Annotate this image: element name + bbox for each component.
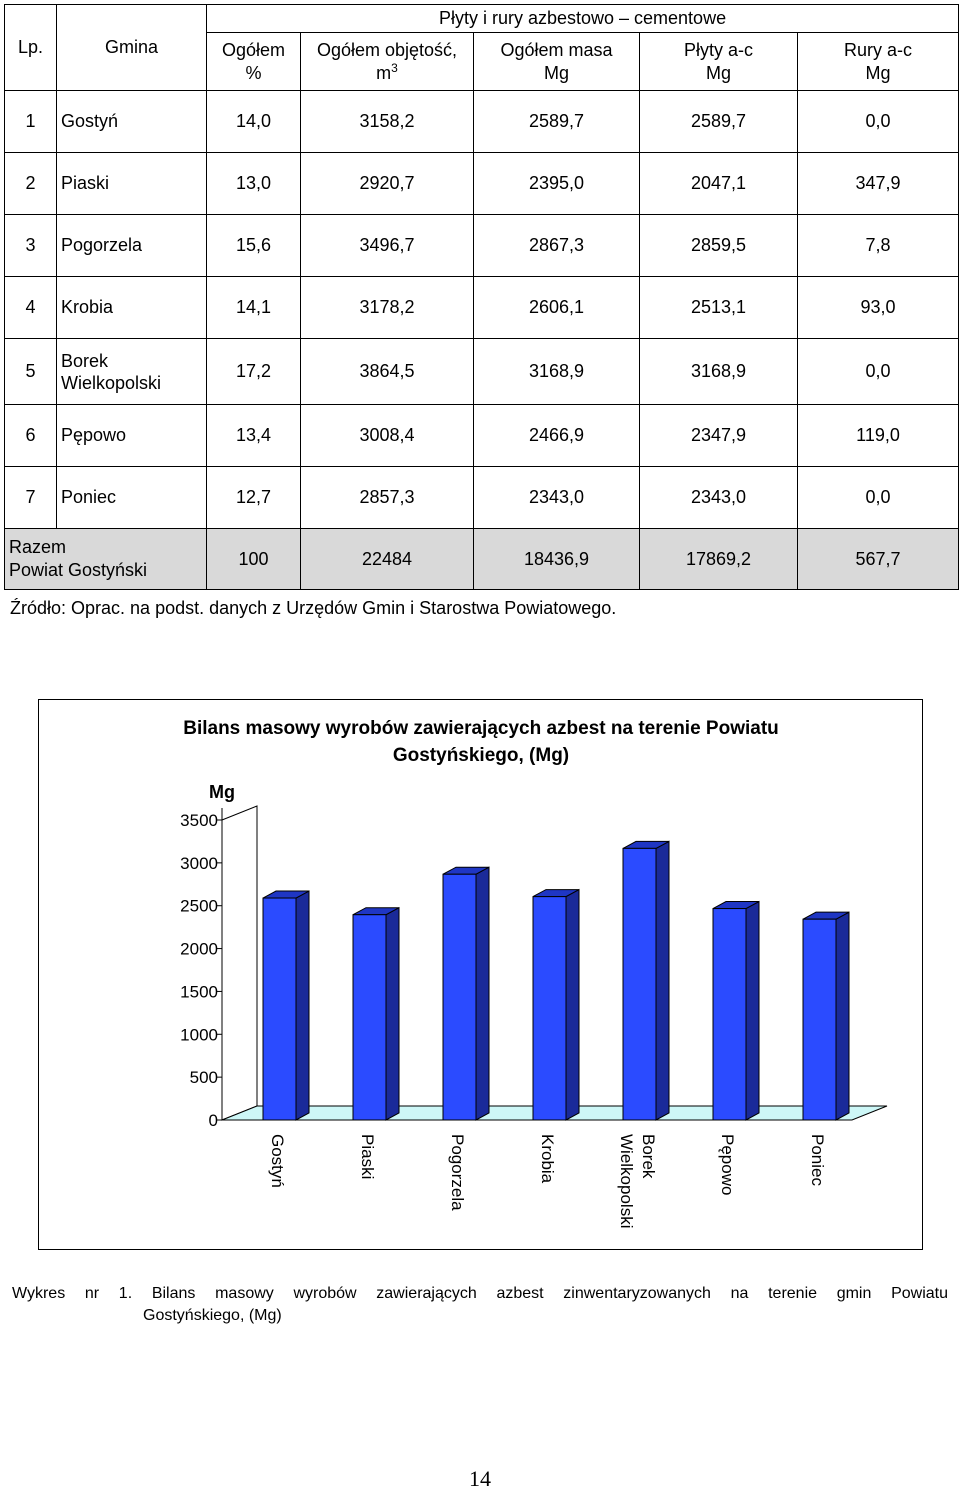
- total-mass: 18436,9: [474, 529, 640, 590]
- cell-lp: 7: [5, 467, 57, 529]
- table-row: [5, 215, 959, 277]
- cell-mass: 2589,7: [474, 91, 640, 153]
- cell-gmina: Pogorzela: [57, 215, 207, 277]
- table-row: [5, 153, 959, 215]
- cell-rury: 0,0: [798, 467, 959, 529]
- bar-side: [566, 890, 579, 1120]
- table-row: [5, 467, 959, 529]
- cell-rury: 0,0: [798, 91, 959, 153]
- cell-pct: 14,0: [207, 91, 301, 153]
- bar-side: [746, 902, 759, 1120]
- cell-pct: 14,1: [207, 277, 301, 339]
- header-objetosc: [301, 33, 474, 91]
- header-objetosc-line1: Ogółem objętość,: [316, 39, 458, 60]
- cell-pct: 17,2: [207, 339, 301, 405]
- cell-gmina: [57, 339, 207, 405]
- total-label: [5, 529, 207, 590]
- cell-mass: 2867,3: [474, 215, 640, 277]
- cell-mass: 2606,1: [474, 277, 640, 339]
- cell-plyty: 2513,1: [640, 277, 798, 339]
- cell-vol: 2857,3: [301, 467, 474, 529]
- cell-gmina: Poniec: [57, 467, 207, 529]
- y-tick-label: 0: [208, 1111, 218, 1130]
- plot-area: [180, 806, 887, 1228]
- cell-rury: 0,0: [798, 339, 959, 405]
- bar-side: [656, 841, 669, 1120]
- cell-plyty: 3168,9: [640, 339, 798, 405]
- caption-line2: Gostyńskiego, (Mg): [143, 1307, 282, 1324]
- cell-plyty: 2589,7: [640, 91, 798, 153]
- cell-rury: 119,0: [798, 405, 959, 467]
- x-tick-label: Pępowo: [718, 1134, 738, 1196]
- y-tick-label: 2000: [180, 939, 218, 959]
- y-tick-label: 1500: [180, 982, 218, 1002]
- y-tick-label: 3500: [180, 811, 218, 830]
- x-tick-label: Gostyń: [268, 1134, 288, 1188]
- header-objetosc-sup: 3: [391, 60, 398, 75]
- cell-vol: 3008,4: [301, 405, 474, 467]
- bar: [443, 874, 476, 1120]
- side-wall: [222, 806, 257, 1120]
- cell-gmina-line1: Borek: [61, 350, 109, 371]
- cell-lp: 3: [5, 215, 57, 277]
- bar-side: [296, 891, 309, 1120]
- header-group: Płyty i rury azbestowo – cementowe: [207, 5, 959, 33]
- cell-pct: 15,6: [207, 215, 301, 277]
- bar-side: [476, 867, 489, 1120]
- header-objetosc-line2: m: [376, 62, 392, 83]
- cell-lp: 2: [5, 153, 57, 215]
- header-ogolem-pct-line1: Ogółem: [221, 39, 286, 60]
- cell-lp: 4: [5, 277, 57, 339]
- header-masa-line1: Ogółem masa: [500, 39, 613, 60]
- cell-lp: 6: [5, 405, 57, 467]
- page-number: 14: [469, 1466, 491, 1491]
- cell-mass: 2395,0: [474, 153, 640, 215]
- header-plyty: [640, 33, 798, 91]
- table-row: [5, 277, 959, 339]
- chart-title-line1: Bilans masowy wyrobów zawierających azbest na terenie Powiatu: [183, 718, 779, 739]
- cell-mass: 3168,9: [474, 339, 640, 405]
- total-plyty: 17869,2: [640, 529, 798, 590]
- x-tick-label: Wielkopolski: [617, 1134, 637, 1229]
- y-tick-label: 3000: [180, 853, 218, 873]
- cell-vol: 3158,2: [301, 91, 474, 153]
- cell-pct: 13,4: [207, 405, 301, 467]
- cell-mass: 2466,9: [474, 405, 640, 467]
- header-plyty-line1: Płyty a-c: [683, 39, 753, 60]
- caption-line1: Wykres nr 1. Bilans masowy wyrobów zawierających azbest zinwentaryzowanych na terenie gmin Powiatu: [12, 1285, 948, 1302]
- cell-pct: 13,0: [207, 153, 301, 215]
- asbestos-table: [4, 4, 959, 590]
- source-note: Źródło: Oprac. na podst. danych z Urzędów Gmin i Starostwa Powiatowego.: [10, 598, 617, 618]
- cell-vol: 3864,5: [301, 339, 474, 405]
- total-vol: 22484: [301, 529, 474, 590]
- header-ogolem-pct: [207, 33, 301, 91]
- bar: [713, 909, 746, 1120]
- y-tick-label: 500: [189, 1068, 218, 1088]
- cell-mass: 2343,0: [474, 467, 640, 529]
- cell-plyty: 2047,1: [640, 153, 798, 215]
- cell-vol: 3496,7: [301, 215, 474, 277]
- bar: [263, 898, 296, 1120]
- x-tick-label: Piaski: [358, 1134, 378, 1180]
- cell-rury: 347,9: [798, 153, 959, 215]
- x-tick-label: Poniec: [808, 1134, 828, 1186]
- cell-gmina: Gostyń: [57, 91, 207, 153]
- bar: [353, 915, 386, 1120]
- bar: [533, 897, 566, 1120]
- cell-gmina: Pępowo: [57, 405, 207, 467]
- x-tick-label: Pogorzela: [448, 1134, 468, 1211]
- header-lp: Lp.: [5, 5, 57, 91]
- cell-lp: 5: [5, 339, 57, 405]
- header-rury-line1: Rury a-c: [844, 39, 913, 60]
- header-gmina: Gmina: [57, 5, 207, 91]
- cell-rury: 7,8: [798, 215, 959, 277]
- cell-vol: 3178,2: [301, 277, 474, 339]
- table-row: [5, 91, 959, 153]
- x-tick-label: Borek: [639, 1134, 659, 1179]
- cell-gmina: Krobia: [57, 277, 207, 339]
- table-row: [5, 339, 959, 405]
- total-label-line2: Powiat Gostyński: [9, 560, 148, 580]
- header-rury-line2: Mg: [865, 62, 891, 83]
- y-axis-label: Mg: [209, 782, 235, 802]
- chart-frame: [38, 699, 923, 1250]
- chart-title-line2: Gostyńskiego, (Mg): [392, 745, 570, 766]
- cell-pct: 12,7: [207, 467, 301, 529]
- header-plyty-line2: Mg: [705, 62, 731, 83]
- bar-side: [386, 908, 399, 1120]
- cell-gmina-line2: Wielkopolski: [61, 372, 162, 393]
- figure-caption: [12, 1283, 948, 1327]
- total-rury: 567,7: [798, 529, 959, 590]
- cell-plyty: 2343,0: [640, 467, 798, 529]
- cell-plyty: 2347,9: [640, 405, 798, 467]
- cell-plyty: 2859,5: [640, 215, 798, 277]
- bar: [623, 848, 656, 1120]
- header-ogolem-pct-line2: %: [245, 62, 262, 83]
- cell-lp: 1: [5, 91, 57, 153]
- total-pct: 100: [207, 529, 301, 590]
- header-rury: [798, 33, 959, 91]
- x-tick-label: Krobia: [538, 1134, 558, 1184]
- cell-gmina: Piaski: [57, 153, 207, 215]
- y-tick-label: 2500: [180, 896, 218, 916]
- bar: [803, 919, 836, 1120]
- header-masa-line2: Mg: [543, 62, 569, 83]
- total-label-line1: Razem: [9, 537, 67, 557]
- cell-vol: 2920,7: [301, 153, 474, 215]
- y-tick-label: 1000: [180, 1025, 218, 1045]
- table-row: [5, 405, 959, 467]
- header-masa: [474, 33, 640, 91]
- total-row: [5, 529, 959, 590]
- bar-side: [836, 912, 849, 1120]
- bar-chart: [39, 700, 922, 1249]
- cell-rury: 93,0: [798, 277, 959, 339]
